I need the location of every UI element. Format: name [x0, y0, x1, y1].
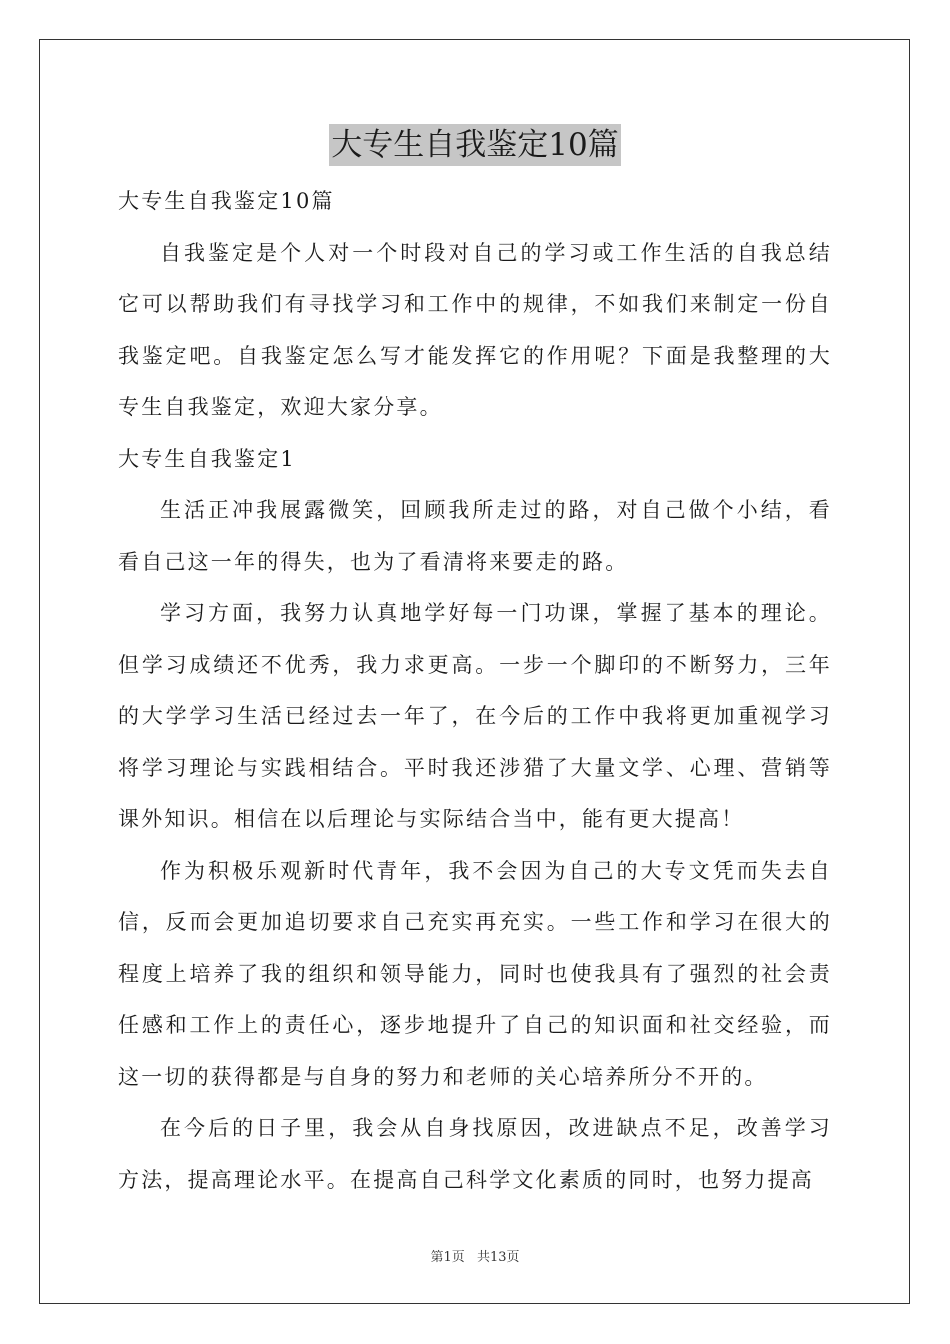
body-paragraph: 在今后的日子里，我会从自身找原因，改进缺点不足，改善学习方法，提高理论水平。在提高自己科学文化素质的同时，也努力提高 [118, 1116, 832, 1192]
page-number: 第1页 [430, 1250, 465, 1265]
page-total: 共13页 [476, 1250, 520, 1265]
body-paragraph: 生活正冲我展露微笑，回顾我所走过的路，对自己做个小结，看看自己这一年的得失，也为了看清将来要走的路。 [118, 498, 832, 574]
document-subtitle: 大专生自我鉴定10篇 [118, 189, 335, 213]
body-paragraph: 作为积极乐观新时代青年，我不会因为自己的大专文凭而失去自信，反而会更加追切要求自己充实再充实。一些工作和学习在很大的程度上培养了我的组织和领导能力，同时也使我具有了强烈的社会责任感和工作上的责任心，逐步地提升了自己的知识面和社交经验，而这一切的获得都是与自身的努力和老师的关心培养所分不开的。 [118, 858, 832, 1089]
title-container [0, 124, 950, 166]
page-footer [0, 1246, 950, 1265]
document-title: 大专生自我鉴定10篇 [329, 124, 620, 166]
body-paragraph: 学习方面，我努力认真地学好每一门功课，掌握了基本的理论。但学习成绩还不优秀，我力求更高。一步一个脚印的不断努力，三年的大学学习生活已经过去一年了，在今后的工作中我将更加重视学习将学习理论与实践相结合。平时我还涉猎了大量文学、心理、营销等课外知识。相信在以后理论与实际结合当中，能有更大提高！ [118, 601, 832, 831]
section-heading: 大专生自我鉴定1 [118, 446, 296, 471]
intro-paragraph: 自我鉴定是个人对一个时段对自己的学习或工作生活的自我总结它可以帮助我们有寻找学习和工作中的规律，不如我们来制定一份自我鉴定吧。自我鉴定怎么写才能发挥它的作用呢？下面是我整理的大专生自我鉴定，欢迎大家分享。 [118, 240, 832, 419]
document-body [118, 176, 832, 1206]
